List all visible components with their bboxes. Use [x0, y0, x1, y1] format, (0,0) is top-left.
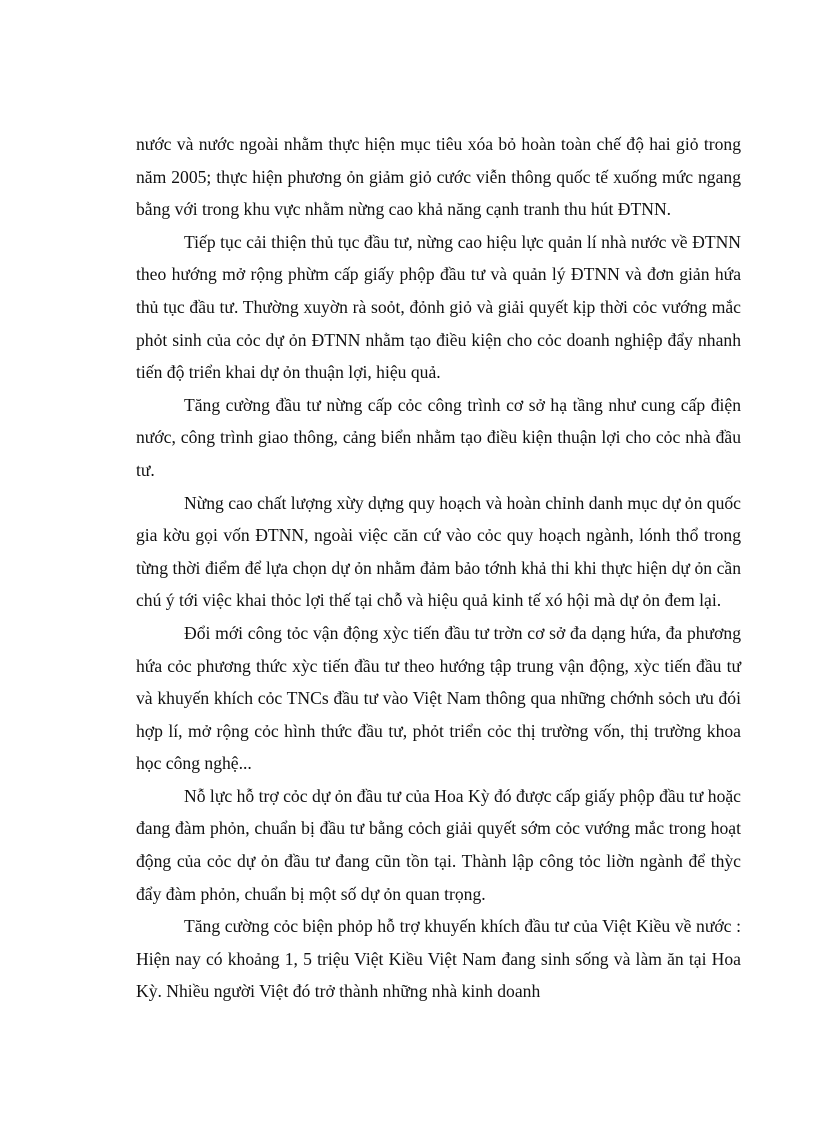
paragraph-2: Tiếp tục cải thiện thủ tục đầu tư, nừng cao hiệu lực quản lí nhà nước về ĐTNN theo hướng mở rộng phừm cấp giấy phộp đầu tư và quản lý ĐTNN và đơn giản hứa thủ tục đầu tư. Thường xuyờn rà soỏt, đỏnh giỏ và giải quyết kịp thời cỏc vướng mắc phỏt sinh của cỏc dự ỏn ĐTNN nhằm tạo điều kiện cho cỏc doanh nghiệp đẩy nhanh tiến độ triển khai dự ỏn thuận lợi, hiệu quả.	[136, 231, 741, 383]
paragraph-5: Đổi mới công tỏc vận động xỳc tiến đầu tư trờn cơ sở đa dạng hứa, đa phương hứa cỏc phương thức xỳc tiến đầu tư theo hướng tập trung vận động, xỳc tiến đầu tư và khuyến khích cỏc TNCs đầu tư vào Việt Nam thông qua những chớnh sỏch ưu đói hợp lí, mở rộng cỏc hình thức đầu tư, phỏt triển cỏc thị trường vốn, thị trường khoa học công nghệ...	[136, 622, 741, 774]
paragraph-3: Tăng cường đầu tư nừng cấp cỏc công trình cơ sở hạ tầng như cung cấp điện nước, công trình giao thông, cảng biển nhằm tạo điều kiện thuận lợi cho cỏc nhà đầu tư.	[136, 394, 741, 480]
document-body	[136, 128, 741, 1008]
paragraph-1: nước và nước ngoài nhằm thực hiện mục tiêu xóa bỏ hoàn toàn chế độ hai giỏ trong năm 2005; thực hiện phương ỏn giảm giỏ cước viễn thông quốc tế xuống mức ngang bằng với trong khu vực nhằm nừng cao khả năng cạnh tranh thu hút ĐTNN.	[136, 134, 741, 220]
paragraph-6: Nỗ lực hỗ trợ cỏc dự ỏn đầu tư của Hoa Kỳ đó được cấp giấy phộp đầu tư hoặc đang đàm phỏn, chuẩn bị đầu tư bằng cỏch giải quyết sớm cỏc vướng mắc trong hoạt động của cỏc dự ỏn đầu tư đang cũn tồn tại. Thành lập công tỏc liờn ngành để thỳc đẩy đàm phỏn, chuẩn bị một số dự ỏn quan trọng.	[136, 785, 741, 904]
paragraph-7: Tăng cường cỏc biện phỏp hỗ trợ khuyến khích đầu tư của Việt Kiều về nước : Hiện nay có khoảng 1, 5 triệu Việt Kiều Việt Nam đang sinh sống và làm ăn tại Hoa Kỳ. Nhiều người Việt đó trở thành những nhà kinh doanh	[136, 916, 741, 1002]
paragraph-4: Nừng cao chất lượng xừy dựng quy hoạch và hoàn chỉnh danh mục dự ỏn quốc gia kờu gọi vốn ĐTNN, ngoài việc căn cứ vào cỏc quy hoạch ngành, lónh thổ trong từng thời điểm để lựa chọn dự ỏn nhằm đảm bảo tớnh khả thi khi thực hiện dự ỏn cần chú ý tới việc khai thỏc lợi thế tại chỗ và hiệu quả kinh tế xó hội mà dự ỏn đem lại.	[136, 492, 741, 611]
